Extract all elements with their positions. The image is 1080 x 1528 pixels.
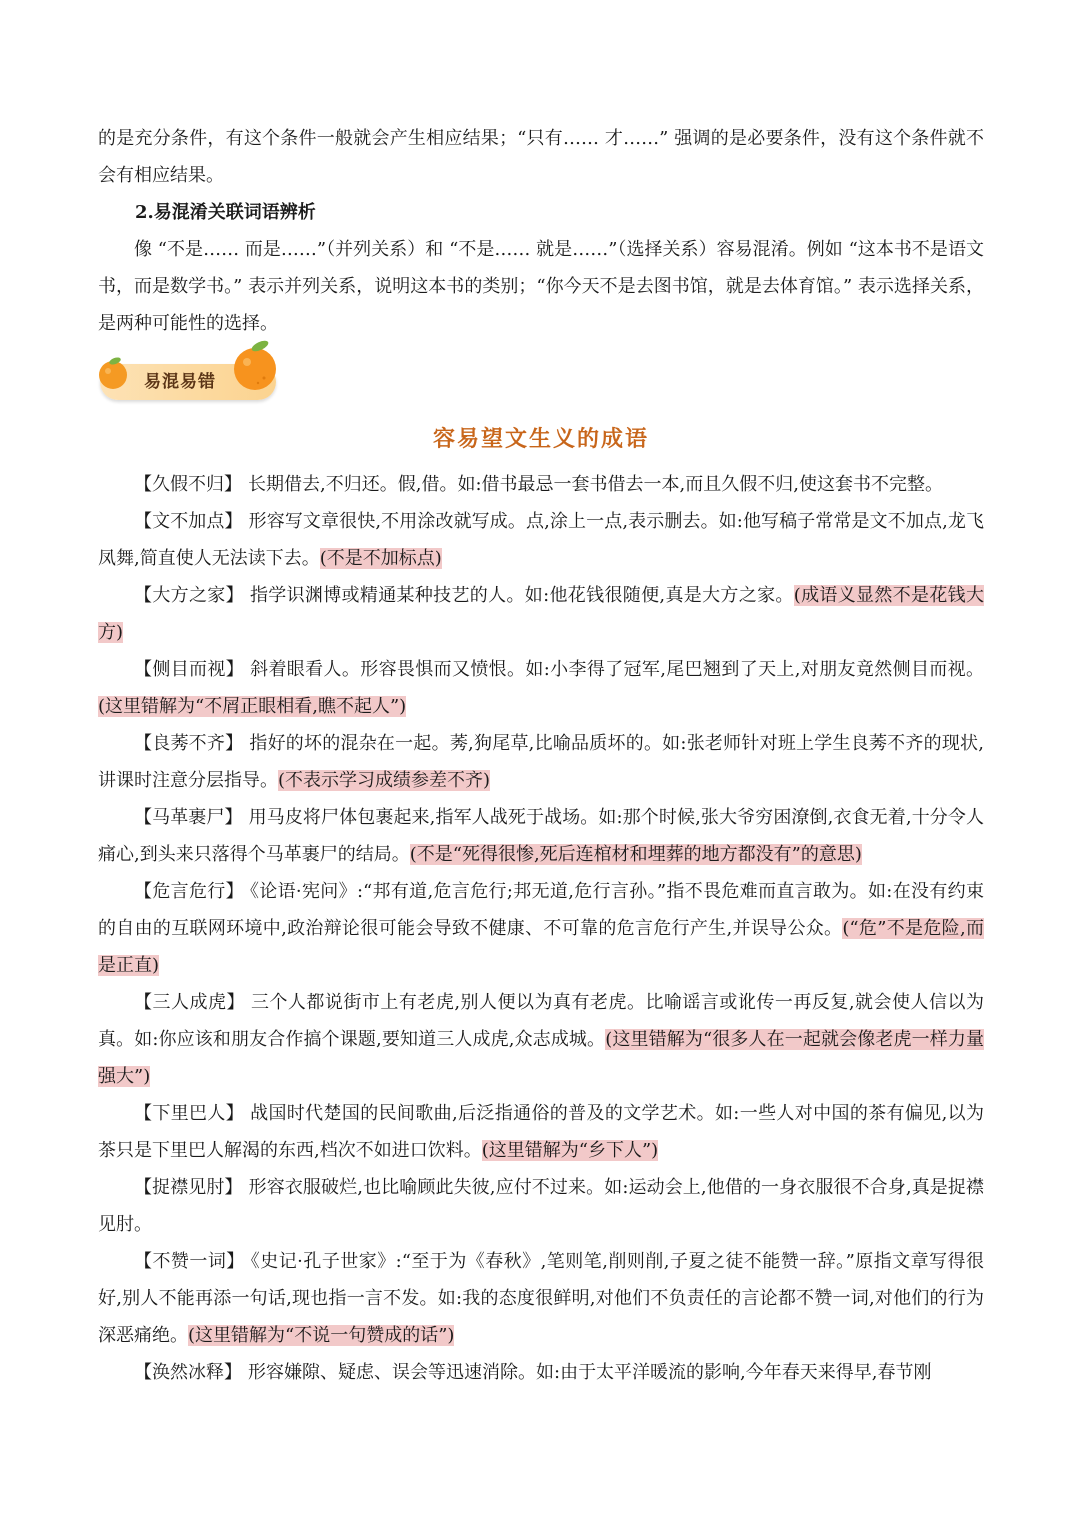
- idiom-definition: 形容衣服破烂,也比喻顾此失彼,应付不过来。如:运动会上,他借的一身衣服很不合身,真是捉襟见肘。: [98, 1177, 985, 1235]
- idiom-entry: [98, 1169, 984, 1243]
- page-content: [98, 120, 984, 1391]
- idiom-misuse-note: (成语义显然不是花钱大方): [98, 585, 984, 643]
- subsection-heading: 2.易混淆关联词语辨析: [135, 202, 316, 223]
- idiom-misuse-note: (这里错解为“很多人在一起就会像老虎一样力量强大”): [98, 1029, 984, 1087]
- idiom-definition: 指好的坏的混杂在一起。莠,狗尾草,比喻品质坏的。如:张老师针对班上学生良莠不齐的现状,讲课时注意分层指导。: [98, 733, 985, 791]
- idiom-entry: [98, 466, 984, 503]
- idiom-misuse-note: (“危”不是危险,而是正直): [98, 918, 984, 976]
- idiom-entry: [98, 1095, 984, 1169]
- idiom-term: 【下里巴人】: [134, 1103, 245, 1124]
- intro-paragraph-1: 的是充分条件，有这个条件一般就会产生相应结果；“只有…… 才……” 强调的是必要条件，没有这个条件就不会有相应结果。: [98, 128, 984, 186]
- idiom-definition: 《论语·宪问》:“邦有道,危言危行;邦无道,危行言孙。”指不畏危难而直言敢为。如:在没有约束的自由的互联网环境中,政治辩论很可能会导致不健康、不可靠的危言危行产生,并误导公众。: [98, 881, 984, 939]
- idiom-entry: [98, 725, 984, 799]
- idiom-term: 【涣然冰释】: [134, 1362, 242, 1383]
- idiom-term: 【侧目而视】: [134, 659, 245, 680]
- idiom-term: 【三人成虎】: [134, 992, 245, 1013]
- idiom-term: 【马革裹尸】: [134, 807, 243, 828]
- idiom-term: 【久假不归】: [134, 474, 242, 495]
- section-badge-row: [98, 352, 984, 416]
- idiom-definition: 指学识渊博或精通某种技艺的人。如:他花钱很随便,真是大方之家。: [249, 585, 794, 606]
- idiom-entry: [98, 873, 984, 984]
- idiom-misuse-note: (不是“死得很惨,死后连棺材和埋葬的地方都没有”的意思): [409, 844, 862, 865]
- idiom-term: 【良莠不齐】: [134, 733, 244, 754]
- intro-paragraph-2: 像 “不是…… 而是……”（并列关系）和 “不是…… 就是……”（选择关系）容易混淆。例如 “这本书不是语文书，而是数学书。” 表示并列关系，说明这本书的类别；“你今天不是去图书馆，就是去体育馆。” 表示选择关系，是两种可能性的选择。: [98, 239, 984, 334]
- idiom-misuse-note: (不表示学习成绩参差不齐): [278, 770, 491, 791]
- idiom-misuse-note: (这里错解为“乡下人”): [481, 1140, 659, 1161]
- idiom-entry: [98, 503, 984, 577]
- idiom-term: 【危言危行】: [134, 881, 244, 902]
- section-title: 容易望文生义的成语: [432, 427, 649, 452]
- orange-fruit-icon: [96, 356, 130, 390]
- idiom-entry: [98, 1354, 984, 1391]
- idiom-entry: [98, 651, 984, 725]
- idiom-definition: 《史记·孔子世家》:“至于为《春秋》,笔则笔,削则削,子夏之徒不能赞一辞。”原指文章写得很好,别人不能再添一句话,现也指一言不发。如:我的态度很鲜明,对他们不负责任的言论都不赞一词,对他们的行为深恶痛绝。: [98, 1251, 985, 1346]
- idiom-misuse-note: (这里错解为“不说一句赞成的话”): [188, 1325, 455, 1346]
- idiom-list: [98, 466, 984, 1391]
- idiom-misuse-note: (不是不加标点): [319, 548, 442, 569]
- idiom-term: 【不赞一词】: [134, 1251, 245, 1272]
- idiom-term: 【大方之家】: [134, 585, 244, 606]
- idiom-term: 【捉襟见肘】: [134, 1177, 243, 1198]
- idiom-entry: [98, 984, 984, 1095]
- idiom-term: 【文不加点】: [134, 511, 243, 532]
- orange-fruit-large-icon: [230, 338, 280, 392]
- idiom-definition: 形容嫌隙、疑虑、误会等迅速消除。如:由于太平洋暖流的影响,今年春天来得早,春节刚: [248, 1362, 932, 1383]
- idiom-entry: [98, 577, 984, 651]
- idiom-definition: 长期借去,不归还。假,借。如:借书最忌一套书借去一本,而且久假不归,使这套书不完整。: [248, 474, 943, 495]
- idiom-entry: [98, 1243, 984, 1354]
- idiom-definition: 用马皮将尸体包裹起来,指军人战死于战场。如:那个时候,张大爷穷困潦倒,衣食无着,十分令人痛心,到头来只落得个马革裹尸的结局。: [98, 807, 985, 865]
- idiom-misuse-note: (这里错解为“不屑正眼相看,瞧不起人”): [98, 696, 407, 717]
- idiom-entry: [98, 799, 984, 873]
- idiom-definition: 斜着眼看人。形容畏惧而又愤恨。如:小李得了冠军,尾巴翘到了天上,对朋友竟然侧目而视。: [250, 659, 984, 680]
- idiom-definition: 三个人都说街市上有老虎,别人便以为真有老虎。比喻谣言或讹传一再反复,就会使人信以为真。如:你应该和朋友合作搞个课题,要知道三人成虎,众志成城。: [98, 992, 984, 1050]
- idiom-definition: 战国时代楚国的民间歌曲,后泛指通俗的普及的文学艺术。如:一些人对中国的茶有偏见,以为茶只是下里巴人解渴的东西,档次不如进口饮料。: [98, 1103, 984, 1161]
- section-badge-label: 易混易错: [144, 372, 216, 392]
- idiom-definition: 形容写文章很快,不用涂改就写成。点,涂上一点,表示删去。如:他写稿子常常是文不加点,龙飞凤舞,简直使人无法读下去。: [98, 511, 985, 569]
